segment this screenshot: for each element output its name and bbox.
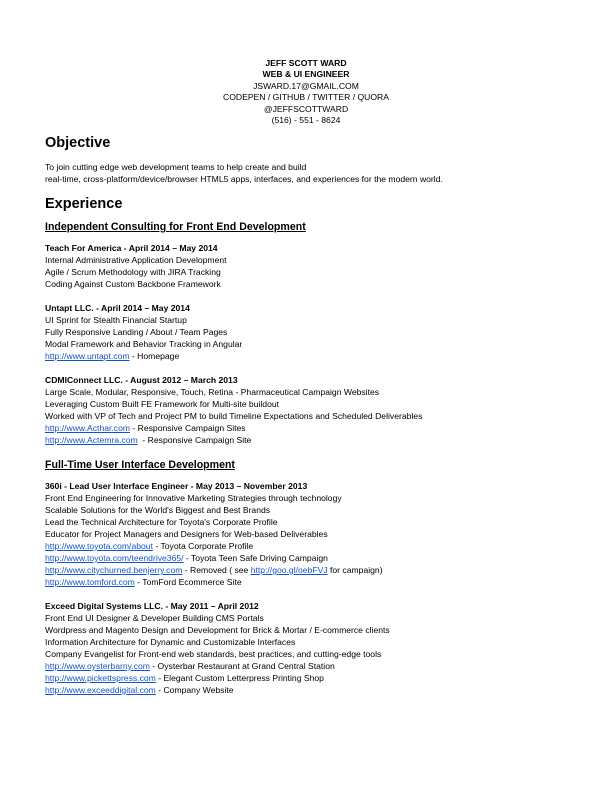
- job-detail: Educator for Project Managers and Designers for Web-based Deliverables: [45, 529, 328, 539]
- job-title-line: 360i - Lead User Interface Engineer - May 2013 – November 2013: [45, 481, 308, 491]
- exceeddigital-link[interactable]: http://www.exceeddigital.com: [45, 685, 156, 695]
- phone: (516) - 551 - 8624: [271, 115, 341, 126]
- untapt-link[interactable]: http://www.untapt.com: [45, 351, 130, 361]
- goo-gl-link[interactable]: http://goo.gl/oebFVJ: [250, 565, 328, 575]
- toyota-about-link[interactable]: http://www.toyota.com/about: [45, 541, 153, 551]
- link-description: - Responsive Campaign Site: [137, 435, 252, 445]
- link-description: - Removed ( see: [182, 565, 251, 575]
- job-detail: Coding Against Custom Backbone Framework: [45, 279, 221, 289]
- job-detail: Front End Engineering for Innovative Marketing Strategies through technology: [45, 493, 342, 503]
- link-line: [45, 350, 590, 362]
- pickettspress-link[interactable]: http://www.pickettspress.com: [45, 673, 156, 683]
- email: JSWARD.17@GMAIL.COM: [253, 80, 359, 91]
- job-detail: Internal Administrative Application Development: [45, 255, 227, 265]
- link-description: - Oysterbar Restaurant at Grand Central Station: [149, 661, 335, 671]
- job-exceed-digital: [45, 600, 590, 696]
- handle: @JEFFSCOTTWARD: [263, 103, 349, 114]
- toyota-teendrive-link[interactable]: http://www.toyota.com/teendrive365/: [45, 553, 184, 563]
- link-line: [45, 684, 590, 696]
- job-detail: Front End UI Designer & Developer Building CMS Portals: [45, 613, 264, 623]
- job-detail: Leveraging Custom Built FE Framework for Multi-site buildout: [45, 399, 280, 409]
- actemra-link[interactable]: http://www.Actemra.com: [45, 435, 138, 445]
- job-detail: Agile / Scrum Methodology with JIRA Tracking: [45, 267, 221, 277]
- job-cdmiconnect: [45, 374, 590, 446]
- name: JEFF SCOTT WARD: [265, 58, 347, 68]
- job-360i: [45, 480, 590, 588]
- link-description: - TomFord Ecommerce Site: [134, 577, 242, 587]
- link-description: - Toyota Teen Safe Driving Campaign: [183, 553, 328, 563]
- link-description: - Elegant Custom Letterpress Printing Shop: [155, 673, 324, 683]
- tomford-link[interactable]: http://www.tomford.com: [45, 577, 135, 587]
- consulting-heading: Independent Consulting for Front End Development: [45, 221, 306, 233]
- link-line: [45, 576, 590, 588]
- job-detail: Scalable Solutions for the World's Biggest and Best Brands: [45, 505, 271, 515]
- job-detail: Modal Framework and Behavior Tracking in Angular: [45, 339, 243, 349]
- link-description: - Toyota Corporate Profile: [152, 541, 254, 551]
- link-line: [45, 660, 590, 672]
- job-teach-for-america: [45, 242, 590, 290]
- job-title-line: Untapt LLC. - April 2014 – May 2014: [45, 303, 190, 313]
- job-detail: UI Sprint for Stealth Financial Startup: [45, 315, 187, 325]
- link-line: [45, 422, 590, 434]
- job-detail: Company Evangelist for Front-end web standards, best practices, and cutting-edge tools: [45, 649, 382, 659]
- job-detail: Lead the Technical Architecture for Toyota's Corporate Profile: [45, 517, 278, 527]
- link-line: [45, 540, 590, 552]
- link-description: - Company Website: [155, 685, 234, 695]
- job-detail: Worked with VP of Tech and Project PM to build Timeline Expectations and Scheduled Deliverables: [45, 411, 423, 421]
- link-line: [45, 552, 590, 564]
- acthar-link[interactable]: http://www.Acthar.com: [45, 423, 131, 433]
- citychurned-link[interactable]: http://www.citychurned.benjerry.com: [45, 565, 183, 575]
- profiles: CODEPEN / GITHUB / TWITTER / QUORA: [223, 92, 389, 103]
- job-title: WEB & UI ENGINEER: [262, 69, 350, 80]
- link-line: [45, 564, 590, 576]
- job-detail: Large Scale, Modular, Responsive, Touch, Retina - Pharmaceutical Campaign Websites: [45, 387, 380, 397]
- job-title-line: Teach For America - April 2014 – May 2014: [45, 243, 218, 253]
- link-line: [45, 672, 590, 684]
- job-title-line: Exceed Digital Systems LLC. - May 2011 – April 2012: [45, 601, 259, 611]
- resume-body: [45, 134, 590, 696]
- job-untapt: [45, 302, 590, 362]
- link-description: for campaign): [327, 565, 383, 575]
- job-detail: Information Architecture for Dynamic and Customizable Interfaces: [45, 637, 296, 647]
- link-line: [45, 434, 590, 446]
- objective-line-1: To join cutting edge web development teams to help create and build: [45, 162, 307, 172]
- objective-line-2: real-time, cross-platform/device/browser HTML5 apps, interfaces, and experiences for the modern world.: [45, 174, 443, 184]
- job-title-line: CDMIConnect LLC. - August 2012 – March 2013: [45, 375, 238, 385]
- job-detail: Wordpress and Magento Design and Development for Brick & Mortar / E-commerce clients: [45, 625, 390, 635]
- link-description: - Homepage: [129, 351, 180, 361]
- fulltime-heading: Full-Time User Interface Development: [45, 459, 235, 471]
- objective-heading: Objective: [45, 135, 111, 151]
- link-description: - Responsive Campaign Sites: [130, 423, 246, 433]
- oysterbar-link[interactable]: http://www.oysterbarny.com: [45, 661, 150, 671]
- contact-header: [0, 58, 612, 126]
- job-detail: Fully Responsive Landing / About / Team Pages: [45, 327, 228, 337]
- experience-heading: Experience: [45, 196, 123, 212]
